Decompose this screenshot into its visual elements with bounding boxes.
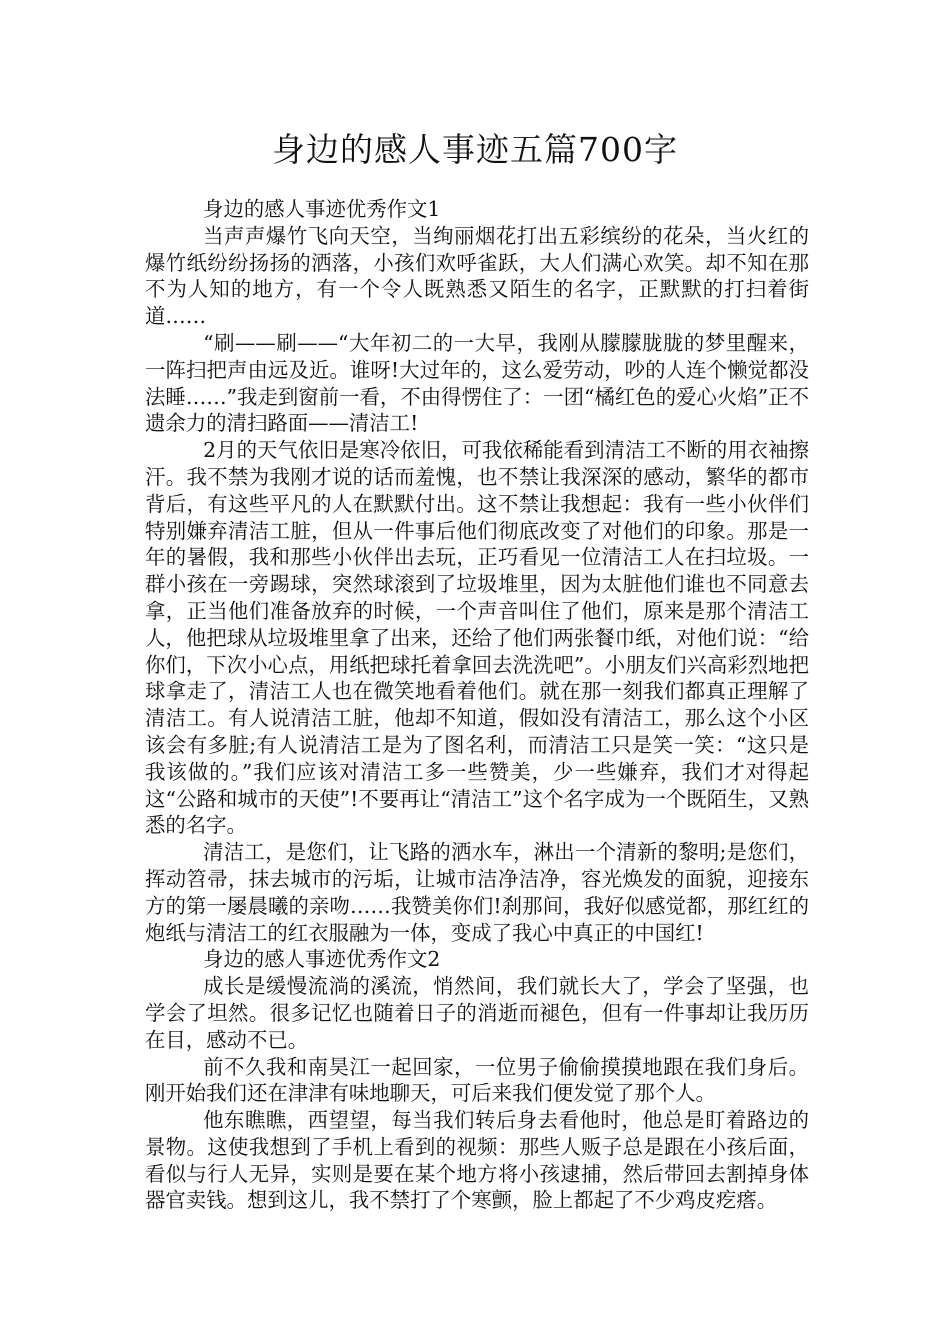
paragraph: 当声声爆竹飞向天空，当绚丽烟花打出五彩缤纷的花朵，当火红的爆竹纸纷纷扬扬的洒落，小孩们欢呼雀跃，大人们满心欢笑。却不知在那不为人知的地方，有一个令人既熟悉又陌生的名字，正默默的打扫着街道……	[145, 223, 809, 329]
paragraph: 清洁工，是您们，让飞路的洒水车，淋出一个清新的黎明;是您们，挥动笤帚，抹去城市的污垢，让城市洁净洁净，容光焕发的面貌，迎接东方的第一屡晨曦的亲吻……我赞美你们!刹那间，我好似感觉都，那红红的炮纸与清洁工的红衣服融为一体，变成了我心中真正的中国红!	[145, 840, 809, 945]
document-title: 身边的感人事迹五篇700字	[272, 130, 678, 169]
paragraph: 2月的天气依旧是寒冷依旧，可我依稀能看到清洁工不断的用衣袖擦汗。我不禁为我刚才说的话而羞愧，也不禁让我深深的感动，繁华的都市背后，有这些平凡的人在默默付出。这不禁让我想起：我有一些小伙伴们特别嫌弃清洁工脏，但从一件事后他们彻底改变了对他们的印象。那是一年的暑假，我和那些小伙伴出去玩，正巧看见一位清洁工人在扫垃圾。一群小孩在一旁踢球，突然球滚到了垃圾堆里，因为太脏他们谁也不同意去拿，正当他们准备放弃的时候，一个声音叫住了他们，原来是那个清洁工人，他把球从垃圾堆里拿了出来，还给了他们两张餐巾纸，对他们说：“给你们，下次小心点，用纸把球托着拿回去洗洗吧”。小朋友们兴高彩烈地把球拿走了，清洁工人也在微笑地看着他们。就在那一刻我们都真正理解了清洁工。有人说清洁工脏，他却不知道，假如没有清洁工，那么这个小区该会有多脏;有人说清洁工是为了图名利，而清洁工只是笑一笑：“这只是我该做的。”我们应该对清洁工多一些赞美，少一些嫌弃，我们才对得起这“公路和城市的天使”!不要再让“清洁工”这个名字成为一个既陌生，又熟悉的名字。	[145, 438, 809, 838]
section-heading-1: 身边的感人事迹优秀作文1	[203, 197, 441, 221]
paragraph: 成长是缓慢流淌的溪流，悄然间，我们就长大了，学会了坚强，也学会了坦然。很多记忆也随着日子的消逝而褪色，但有一件事却让我历历在目，感动不已。	[145, 974, 809, 1052]
section-heading-2: 身边的感人事迹优秀作文2	[203, 947, 441, 972]
paragraph: “刷——刷——“大年初二的一大早，我刚从朦朦胧胧的梦里醒来，一阵扫把声由远及近。谁呀!大过年的，这么爱劳动，吵的人连个懒觉都没法睡……”我走到窗前一看，不由得愣住了：一团“橘红色的爱心火焰”正不遗余力的清扫路面——清洁工!	[145, 330, 809, 436]
paragraph: 他东瞧瞧，西望望，每当我们转后身去看他时，他总是盯着路边的景物。这使我想到了手机上看到的视频：那些人贩子总是跟在小孩后面，看似与行人无异，实则是要在某个地方将小孩逮捕，然后带回去割掉身体器官卖钱。想到这儿，我不禁打了个寒颤，脸上都起了不少鸡皮疙瘩。	[145, 1108, 809, 1213]
paragraph: 前不久我和南昊江一起回家，一位男子偷偷摸摸地跟在我们身后。刚开始我们还在津津有味地聊天，可后来我们便发觉了那个人。	[145, 1054, 809, 1106]
document-body	[145, 196, 809, 1214]
